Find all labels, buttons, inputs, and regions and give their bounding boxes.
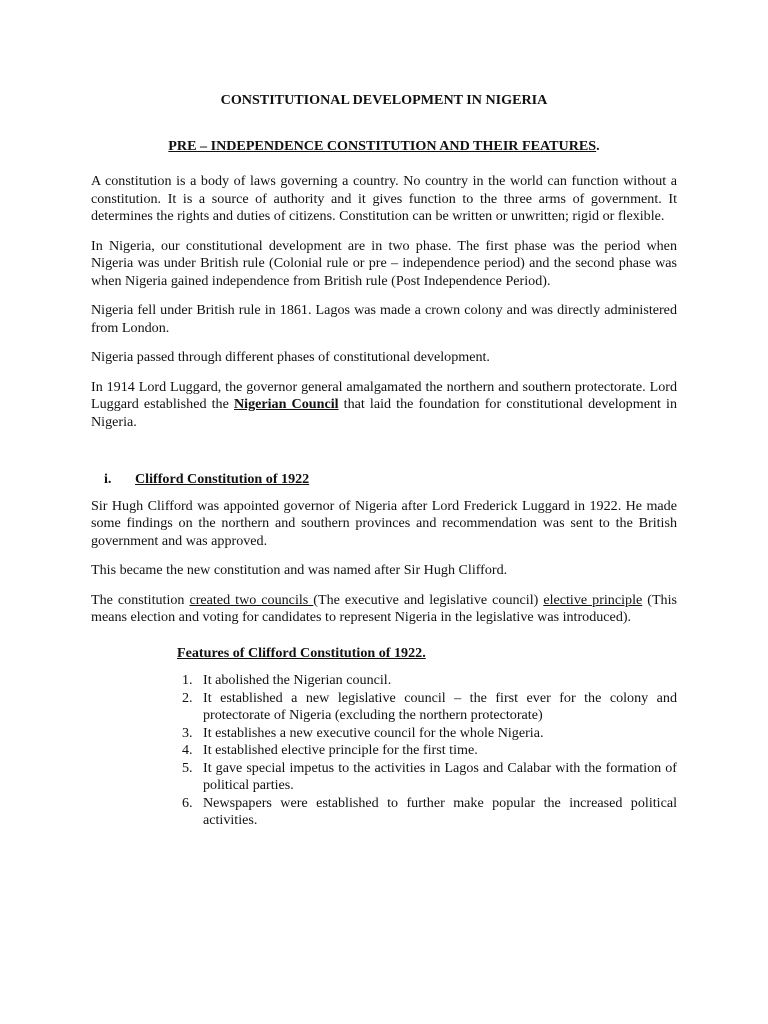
subtitle-text: PRE – INDEPENDENCE CONSTITUTION AND THEIR FEATURES [168,137,597,154]
p3-underline-1: created two councils [189,591,314,608]
p3-underline-2: elective principle [543,591,643,608]
list-item-number: 2. [182,689,193,706]
intro-paragraph-4: Nigeria passed through different phases of constitutional development. [91,349,490,365]
list-item [177,742,677,760]
list-item-text: It gave special impetus to the activities in Lagos and Calabar with the formation of political parties. [203,759,677,793]
nigerian-council-highlight: Nigerian Council [233,396,339,412]
section-number: i. [104,471,112,487]
clifford-paragraph-2: This became the new constitution and was named after Sir Hugh Clifford. [91,562,508,578]
list-item [177,690,677,725]
intro-paragraph-5 [91,379,677,432]
list-item-number: 1. [182,672,193,688]
features-title: Features of Clifford Constitution of 1922. [177,644,426,661]
list-item-number: 6. [182,794,193,811]
para5-before: In 1914 Lord Luggard, the governor general amalgamated the northern and southern protectorate. Lord Luggard established the [91,378,677,412]
list-item-text: Newspapers were established to further make popular the increased political activities. [203,794,677,828]
list-item-text: It established a new legislative council – the first ever for the colony and protectorate of Nigeria (excluding the northern protectorate) [203,689,677,723]
section-heading-text: Clifford Constitution of 1922 [135,471,310,487]
list-item-text: It established elective principle for the first time. [203,742,478,758]
list-item-text: It abolished the Nigerian council. [203,672,392,688]
clifford-paragraph-1: Sir Hugh Clifford was appointed governor of Nigeria after Lord Frederick Luggard in 1922. He made some findings on the northern and southern provinces and recommendation was sent to the British government and was approved. [91,497,677,549]
list-item [177,795,677,830]
list-item-number: 5. [182,759,193,776]
features-list [177,672,677,830]
list-item [177,672,677,690]
para5-after: that laid the foundation for constitutional development in Nigeria. [91,396,677,430]
list-item-text: It establishes a new executive council for the whole Nigeria. [203,724,544,741]
subtitle-trail: . [596,137,600,154]
list-item-number: 4. [182,742,193,758]
p3-text-3: (This means election and voting for candidates to represent Nigeria in the legislative was introduced). [91,591,678,625]
p3-text-1: The constitution [91,591,190,608]
intro-paragraph-1: A constitution is a body of laws governing a country. No country in the world can function without a constitution. It is a source of authority and it gives function to the three arms of government. It determines the rights and duties of citizens. Constitution can be written or unwritten; rigid or flexible. [91,173,677,224]
section-heading-clifford [91,471,677,489]
list-item-number: 3. [182,724,193,741]
p3-text-2: (The executive and legislative council) [313,591,544,608]
intro-paragraph-2: In Nigeria, our constitutional development are in two phase. The first phase was the period when Nigeria was under British rule (Colonial rule or pre – independence period) and the second phase was when Nigeria gained independence from British rule (Post Independence Period). [91,237,677,289]
list-item [177,760,677,795]
list-item [177,725,677,743]
intro-paragraph-3: Nigeria fell under British rule in 1861. Lagos was made a crown colony and was directly administered from London. [91,302,677,336]
document-subtitle [91,138,677,156]
clifford-paragraph-3 [91,592,677,627]
document-title: CONSTITUTIONAL DEVELOPMENT IN NIGERIA [220,92,548,108]
